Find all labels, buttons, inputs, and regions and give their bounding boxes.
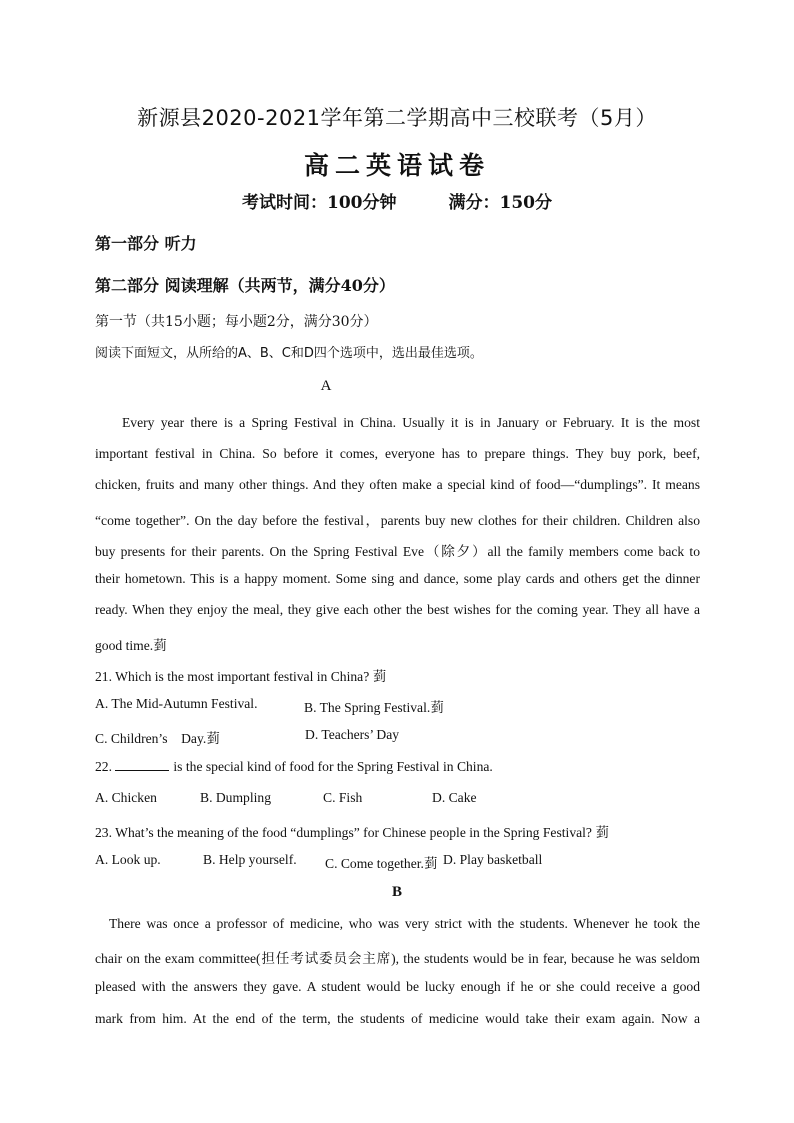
question-22-stem: [95, 759, 493, 775]
question-23-option-b: B. Help yourself.: [203, 852, 297, 867]
question-21-option-a: A. The Mid-Autumn Festival.: [95, 696, 258, 711]
exam-time: 考试时间：100分钟: [242, 193, 397, 213]
passage-a-line: Every year there is a Spring Festival in China. Usually it is in January or February. It is the most: [122, 415, 700, 430]
passage-a-line: ready. When they enjoy the meal, they give each other the best wishes for the coming year. They all have a: [95, 602, 700, 617]
section1-heading: 第一节（共15小题；每小题2分，满分30分）: [95, 314, 378, 330]
question-22-option-a: A. Chicken: [95, 790, 157, 805]
passage-a-line: buy presents for their parents. On the Spring Festival Eve（除夕）all the family members come back to: [95, 544, 700, 559]
passage-b-letter: B: [391, 884, 402, 900]
question-23-option-a: A. Look up.: [95, 852, 161, 867]
question-22-number: 22.: [95, 759, 112, 774]
passage-b-line: There was once a professor of medicine, who was very strict with the students. Whenever he took the: [109, 916, 700, 931]
question-22-option-b: B. Dumpling: [200, 790, 271, 805]
instruction-text: 阅读下面短文，从所给的A、B、C和D四个选项中，选出最佳选项。: [95, 346, 483, 361]
question-22-option-d: D. Cake: [432, 790, 477, 805]
part2-heading: 第二部分 阅读理解（共两节，满分40分）: [95, 276, 395, 295]
passage-b-line: pleased with the answers they gave. A student would be lucky enough if he or she could receive a good: [95, 979, 700, 994]
passage-a-line: chicken, fruits and many other things. And they often make a special kind of food—“dumplings”. It means: [95, 477, 700, 492]
passage-b-line: mark from him. At the end of the term, the students of medicine would take their exam again. Now a: [95, 1011, 700, 1026]
question-21-option-c: C. Children’s Day.菿: [95, 731, 220, 746]
question-22-text: is the special kind of food for the Spring Festival in China.: [173, 759, 493, 774]
question-21-option-d: D. Teachers’ Day: [305, 727, 400, 742]
passage-a-line: important festival in China. So before it comes, everyone has to prepare things. They buy pork, beef,: [95, 446, 700, 461]
passage-a-line: good time.菿: [95, 638, 167, 653]
exam-header-title: 新源县2020-2021学年第二学期高中三校联考（5月）: [137, 106, 657, 130]
question-23-option-d: D. Play basketball: [443, 852, 543, 867]
answer-blank: [115, 759, 169, 771]
passage-a-line: their hometown. This is a happy moment. Some sing and dance, some play cards and others get the dinner: [95, 571, 700, 586]
question-23-stem: 23. What’s the meaning of the food “dumplings” for Chinese people in the Spring Festival? 菿: [95, 825, 609, 840]
question-22-option-c: C. Fish: [323, 790, 363, 805]
part1-heading: 第一部分 听力: [95, 234, 197, 253]
question-23-option-c: C. Come together.菿: [325, 856, 438, 871]
passage-a-letter: A: [320, 378, 332, 394]
passage-a-line: “come together”. On the day before the festival，parents buy new clothes for their children. Children also: [95, 513, 700, 528]
exam-full-score: 满分：150分: [448, 193, 552, 213]
passage-b-line: chair on the exam committee(担任考试委员会主席), the students would be in fear, because he was seldom: [95, 951, 700, 966]
question-21-stem: 21. Which is the most important festival in China? 菿: [95, 669, 387, 684]
exam-time-score: [0, 188, 794, 213]
question-21-option-b: B. The Spring Festival.菿: [304, 700, 444, 715]
exam-subject-title: 高二英语试卷: [303, 151, 490, 180]
